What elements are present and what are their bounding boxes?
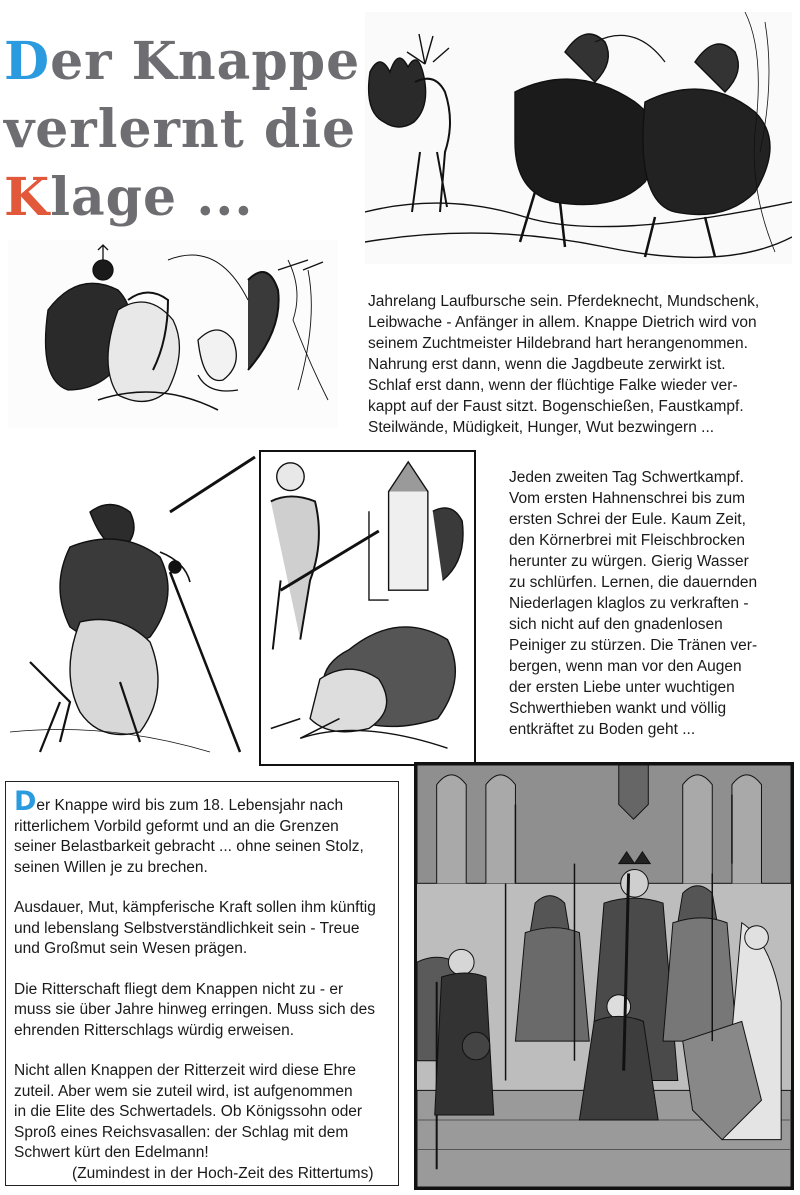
text-line: bergen, wenn man vor den Augen bbox=[509, 658, 742, 675]
title-initial-d: D bbox=[4, 31, 51, 92]
text-line: Peiniger zu stürzen. Die Tränen ver- bbox=[509, 637, 758, 654]
box-paragraph-4: Nicht allen Knappen der Ritterzeit wird diese Ehre zuteil. Aber wem sie zuteil wird, ist aufgenommen in die Elite des Schwertadels. Ob Königssohn oder Sproß eines Reichsvasallen: der Schlag mit dem Schwert kürt den Edelmann! (Zumindest in der Hoch-Zeit des Rittertums) bbox=[14, 1061, 388, 1184]
text-line: seinem Zuchtmeister Hildebrand hart herangenommen. bbox=[368, 335, 748, 352]
hunt-illustration bbox=[365, 12, 792, 264]
text-line: Jahrelang Laufbursche sein. Pferdeknecht, Mundschenk, bbox=[368, 293, 760, 310]
text-line: Jeden zweiten Tag Schwertkampf. bbox=[509, 469, 744, 486]
title-line-1: Der Knappe bbox=[4, 31, 361, 92]
drop-cap: D bbox=[14, 786, 37, 817]
sword-training-text bbox=[509, 467, 757, 740]
text-line: zu schlürfen. Lernen, die dauernden bbox=[509, 574, 758, 591]
text-line: Schwerthieben wankt und völlig bbox=[509, 700, 727, 717]
title-line-2: verlernt die bbox=[4, 99, 357, 160]
box-note: (Zumindest in der Hoch-Zeit des Rittertums) bbox=[72, 1164, 374, 1182]
title-initial-k: K bbox=[4, 167, 51, 228]
text-line: Leibwache - Anfänger in allem. Knappe Dietrich wird von bbox=[368, 314, 757, 331]
text-line: der ersten Liebe unter wuchtigen bbox=[509, 679, 735, 696]
sword-practice-illustration bbox=[10, 452, 256, 764]
falconry-illustration bbox=[8, 240, 338, 428]
text-line: entkräftet zu Boden geht ... bbox=[509, 721, 696, 738]
title-line-3: Klage ... bbox=[4, 167, 254, 228]
text-line: kappt auf der Faust sitzt. Bogenschießen, Faustkampf. bbox=[368, 398, 744, 415]
knighting-ceremony-illustration bbox=[414, 762, 794, 1190]
text-line: Schlaf erst dann, wenn der flüchtige Falke wieder ver- bbox=[368, 377, 738, 394]
box-paragraph-2: Ausdauer, Mut, kämpferische Kraft sollen ihm künftig und lebenslang Selbstverständlichkeit sein - Treue und Großmut sein Wesen prägen. bbox=[14, 899, 376, 957]
text-line: sich nicht auf den gnadenlosen bbox=[509, 616, 723, 633]
fallen-squire-illustration bbox=[259, 450, 476, 766]
text-line: Vom ersten Hahnenschrei bis zum bbox=[509, 490, 746, 507]
text-line: herunter zu würgen. Gierig Wasser bbox=[509, 553, 749, 570]
box-paragraph-1: Der Knappe wird bis zum 18. Lebensjahr nach ritterlichem Vorbild geformt und an die Grenzen seiner Belastbarkeit gebracht ... ohne seinen Stolz, seinen Willen je zu brechen. bbox=[14, 786, 364, 876]
box-paragraph-3: Die Ritterschaft fliegt dem Knappen nicht zu - er muss sie über Jahre hinweg erringen. Muss sich des ehrenden Ritterschlags würdig erweisen. bbox=[14, 980, 375, 1039]
text-line: Niederlagen klaglos zu verkraften - bbox=[509, 595, 749, 612]
text-line: den Körnerbrei mit Fleischbrocken bbox=[509, 532, 746, 549]
text-line: ersten Schrei der Eule. Kaum Zeit, bbox=[509, 511, 746, 528]
intro-text bbox=[368, 291, 759, 438]
text-line: Steilwände, Müdigkeit, Hunger, Wut bezwingern ... bbox=[368, 419, 715, 436]
page-title bbox=[4, 28, 361, 232]
text-line: Nahrung erst dann, wenn die Jagdbeute zerwirkt ist. bbox=[368, 356, 726, 373]
knighthood-text-box bbox=[5, 781, 399, 1186]
